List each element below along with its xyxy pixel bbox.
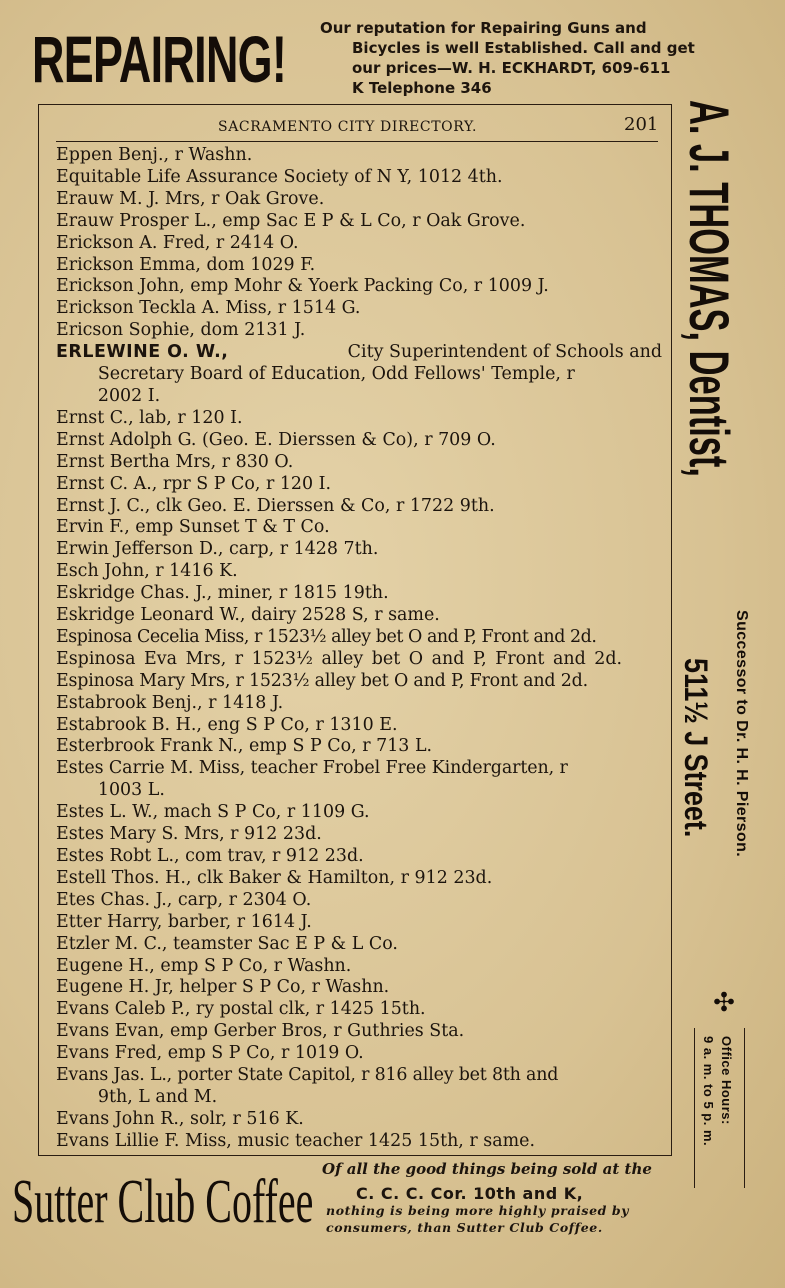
bottom-ad-line: nothing is being more highly praised by xyxy=(326,1203,630,1218)
directory-entry: Estes Carrie M. Miss, teacher Frobel Free Kindergarten, r xyxy=(56,758,568,779)
right-ad-dentist-name xyxy=(678,100,742,605)
directory-entry: Erauw Prosper L., emp Sac E P & L Co, r Oak Grove. xyxy=(56,210,526,231)
right-ad-hours xyxy=(700,1036,716,1186)
entry-continuation: Secretary Board of Education, Odd Fellows' Temple, r xyxy=(97,364,575,385)
directory-entry: Erickson Emma, dom 1029 F. xyxy=(56,254,316,275)
directory-entry: Estes Robt L., com trav, r 912 23d. xyxy=(56,846,364,866)
directory-entry: Estell Thos. H., clk Baker & Hamilton, r 912 23d. xyxy=(56,867,493,888)
directory-entry: Estes L. W., mach S P Co, r 1109 G. xyxy=(56,802,370,823)
top-ad-line: Our reputation for Repairing Guns and xyxy=(320,19,647,37)
top-ad-line: Bicycles is well Established. Call and get xyxy=(352,39,695,57)
directory-entry: Estes Mary S. Mrs, r 912 23d. xyxy=(56,824,322,845)
bottom-ad-line: consumers, than Sutter Club Coffee. xyxy=(326,1220,603,1235)
running-head: SACRAMENTO CITY DIRECTORY. xyxy=(218,119,478,135)
page-number: 201 xyxy=(624,114,659,135)
directory-entry: Esch John, r 1416 K. xyxy=(56,561,238,582)
directory-entries xyxy=(56,145,664,1153)
directory-entry: Ernst Bertha Mrs, r 830 O. xyxy=(56,451,294,472)
directory-entry: Espinosa Eva Mrs, r 1523½ alley bet O and P, Front and 2d. xyxy=(56,648,623,669)
right-ad-address xyxy=(680,658,714,920)
top-ad-headline: REPAIRING! xyxy=(32,22,287,96)
entry-bold-name: ERLEWINE O. W., xyxy=(56,342,229,363)
directory-entry: Estabrook B. H., eng S P Co, r 1310 E. xyxy=(56,714,398,735)
directory-entry: Evans Jas. L., porter State Capitol, r 816 alley bet 8th and xyxy=(56,1065,559,1086)
entry-continuation: 9th, L and M. xyxy=(97,1086,218,1107)
directory-entry: Equitable Life Assurance Society of N Y, 1012 4th. xyxy=(56,166,503,187)
right-ad-hours-label xyxy=(716,1036,734,1186)
hours-rule xyxy=(744,1028,745,1188)
directory-entry: Etzler M. C., teamster Sac E P & L Co. xyxy=(56,933,398,954)
top-ad-text xyxy=(318,18,713,98)
hours-rule xyxy=(694,1028,695,1188)
directory-entry: Esterbrook Frank N., emp S P Co, r 713 L. xyxy=(56,736,433,757)
right-ad-hours-text: 9 a. m. to 5 p. m. xyxy=(701,1036,716,1147)
directory-entry: Espinosa Cecelia Miss, r 1523½ alley bet O and P, Front and 2d. xyxy=(56,626,597,647)
bottom-ad-line: C. C. C. Cor. 10th and K, xyxy=(356,1184,584,1203)
header-rule xyxy=(56,141,658,142)
directory-entry: Eugene H., emp S P Co, r Washn. xyxy=(56,955,352,976)
directory-entry: Erwin Jefferson D., carp, r 1428 7th. xyxy=(56,539,379,560)
ornament-icon: ✣ xyxy=(713,988,735,1018)
directory-entry-erlewine xyxy=(56,342,662,364)
directory-entry: Erickson A. Fred, r 2414 O. xyxy=(56,232,299,253)
entry-continuation: 2002 I. xyxy=(97,385,161,406)
directory-entry: Eugene H. Jr, helper S P Co, r Washn. xyxy=(56,977,390,998)
directory-entry: Ernst C., lab, r 120 I. xyxy=(56,407,243,428)
right-ad-successor-text: Successor to Dr. H. H. Pierson. xyxy=(733,610,750,858)
directory-entry: Evans Lillie F. Miss, music teacher 1425 15th, r same. xyxy=(56,1130,536,1151)
entry-text: City Superintendent of Schools and xyxy=(347,342,662,363)
bottom-ad-line: Of all the good things being sold at the xyxy=(322,1160,652,1178)
top-ad-line: our prices—W. H. ECKHARDT, 609-611 xyxy=(352,59,671,77)
entry-continuation: 1003 L. xyxy=(97,780,165,801)
right-ad-address-text: 511½ J Street. xyxy=(678,658,714,838)
top-ad-line: K Telephone 346 xyxy=(352,79,492,97)
directory-entry: Etter Harry, barber, r 1614 J. xyxy=(56,911,312,932)
directory-entry: Ernst J. C., clk Geo. E. Dierssen & Co, r 1722 9th. xyxy=(56,495,495,516)
directory-entry: Evans John R., solr, r 516 K. xyxy=(56,1108,304,1129)
directory-entry: Evans Fred, emp S P Co, r 1019 O. xyxy=(56,1043,364,1064)
directory-entry: Eppen Benj., r Washn. xyxy=(56,145,253,165)
directory-entry: Ervin F., emp Sunset T & T Co. xyxy=(56,517,330,538)
bottom-ad-headline: Sutter Club Coffee xyxy=(12,1168,314,1236)
right-ad-successor xyxy=(728,610,750,962)
directory-entry: Eskridge Leonard W., dairy 2528 S, r same. xyxy=(56,605,440,626)
directory-entry: Espinosa Mary Mrs, r 1523½ alley bet O and P, Front and 2d. xyxy=(56,670,588,691)
directory-entry: Evans Evan, emp Gerber Bros, r Guthries Sta. xyxy=(56,1021,465,1042)
directory-entry: Erickson John, emp Mohr & Yoerk Packing Co, r 1009 J. xyxy=(56,276,549,297)
right-ad-hours-label-text: Office Hours: xyxy=(719,1036,734,1125)
directory-entry: Estabrook Benj., r 1418 J. xyxy=(56,692,284,713)
directory-entry: Etes Chas. J., carp, r 2304 O. xyxy=(56,889,312,910)
directory-entry: Ernst Adolph G. (Geo. E. Dierssen & Co), r 709 O. xyxy=(56,429,496,450)
directory-entry: Erauw M. J. Mrs, r Oak Grove. xyxy=(56,188,325,209)
directory-entry: Eskridge Chas. J., miner, r 1815 19th. xyxy=(56,583,389,604)
directory-entry: Erickson Teckla A. Miss, r 1514 G. xyxy=(56,298,361,319)
directory-entry: Evans Caleb P., ry postal clk, r 1425 15th. xyxy=(56,999,426,1020)
directory-entry: Ernst C. A., rpr S P Co, r 120 I. xyxy=(56,473,332,494)
right-ad-name-text: A. J. THOMAS, Dentist, xyxy=(678,100,741,477)
directory-entry: Ericson Sophie, dom 2131 J. xyxy=(56,320,306,341)
